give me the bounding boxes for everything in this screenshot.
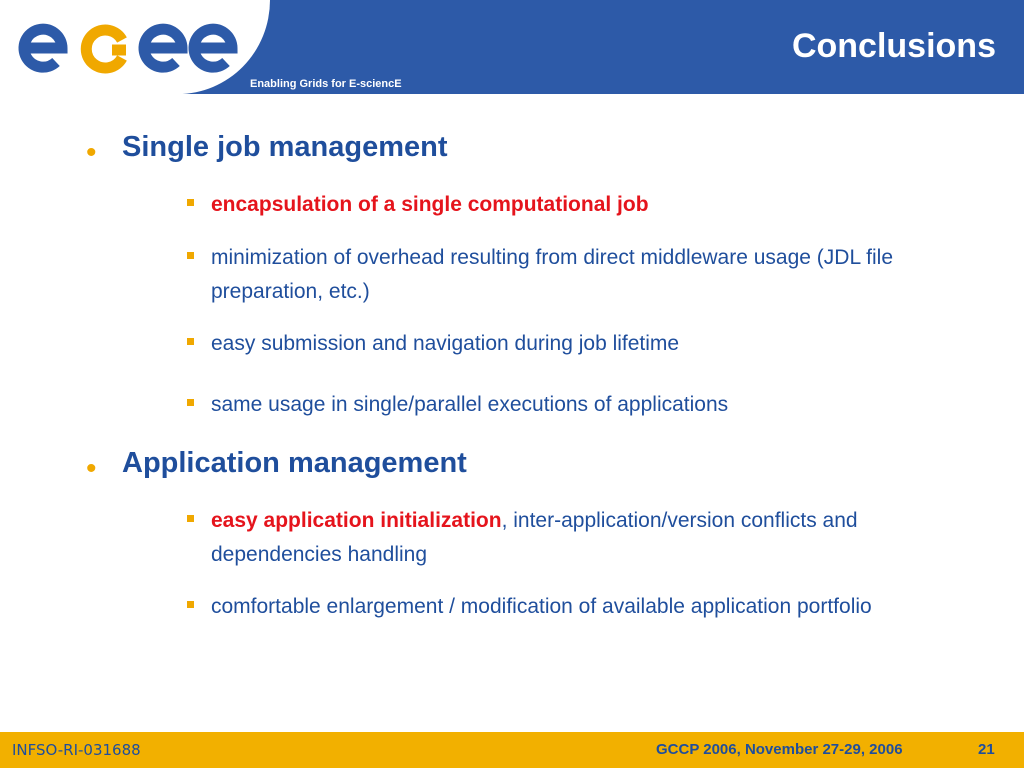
sub-bullet	[187, 601, 194, 608]
bullet-dot: •	[86, 452, 97, 485]
bullet-dot: •	[86, 136, 97, 169]
list-item: comfortable enlargement / modification of available application portfolio	[211, 595, 872, 618]
section-heading-application: Application management	[122, 447, 467, 479]
list-item	[211, 188, 931, 222]
page-number: 21	[978, 741, 995, 758]
highlighted-text: encapsulation of a single computational job	[211, 193, 649, 216]
sub-bullet	[187, 515, 194, 522]
sub-bullet	[187, 338, 194, 345]
list-item: easy submission and navigation during job lifetime	[211, 332, 680, 355]
project-id: INFSO-RI-031688	[12, 741, 141, 759]
sub-bullet	[187, 399, 194, 406]
sub-bullet	[187, 252, 194, 259]
section-heading-single-job: Single job management	[122, 131, 448, 163]
highlighted-text: easy application initialization	[211, 509, 502, 532]
slide-content	[0, 94, 1024, 732]
tagline: Enabling Grids for E-sciencE	[250, 78, 402, 90]
sub-bullet	[187, 199, 194, 206]
slide-footer	[0, 732, 1024, 768]
event-info: GCCP 2006, November 27-29, 2006	[656, 741, 903, 758]
slide-header	[0, 0, 1024, 94]
list-item	[211, 504, 931, 572]
item-text: , inter-application/version conflicts and dependencies handling	[211, 509, 858, 566]
list-item: same usage in single/parallel executions of applications	[211, 393, 729, 416]
logo-area	[0, 0, 270, 94]
list-item: minimization of overhead resulting from direct middleware usage (JDL file preparation, etc.)	[211, 246, 894, 303]
egee-logo	[10, 12, 240, 84]
slide-title: Conclusions	[791, 27, 996, 65]
